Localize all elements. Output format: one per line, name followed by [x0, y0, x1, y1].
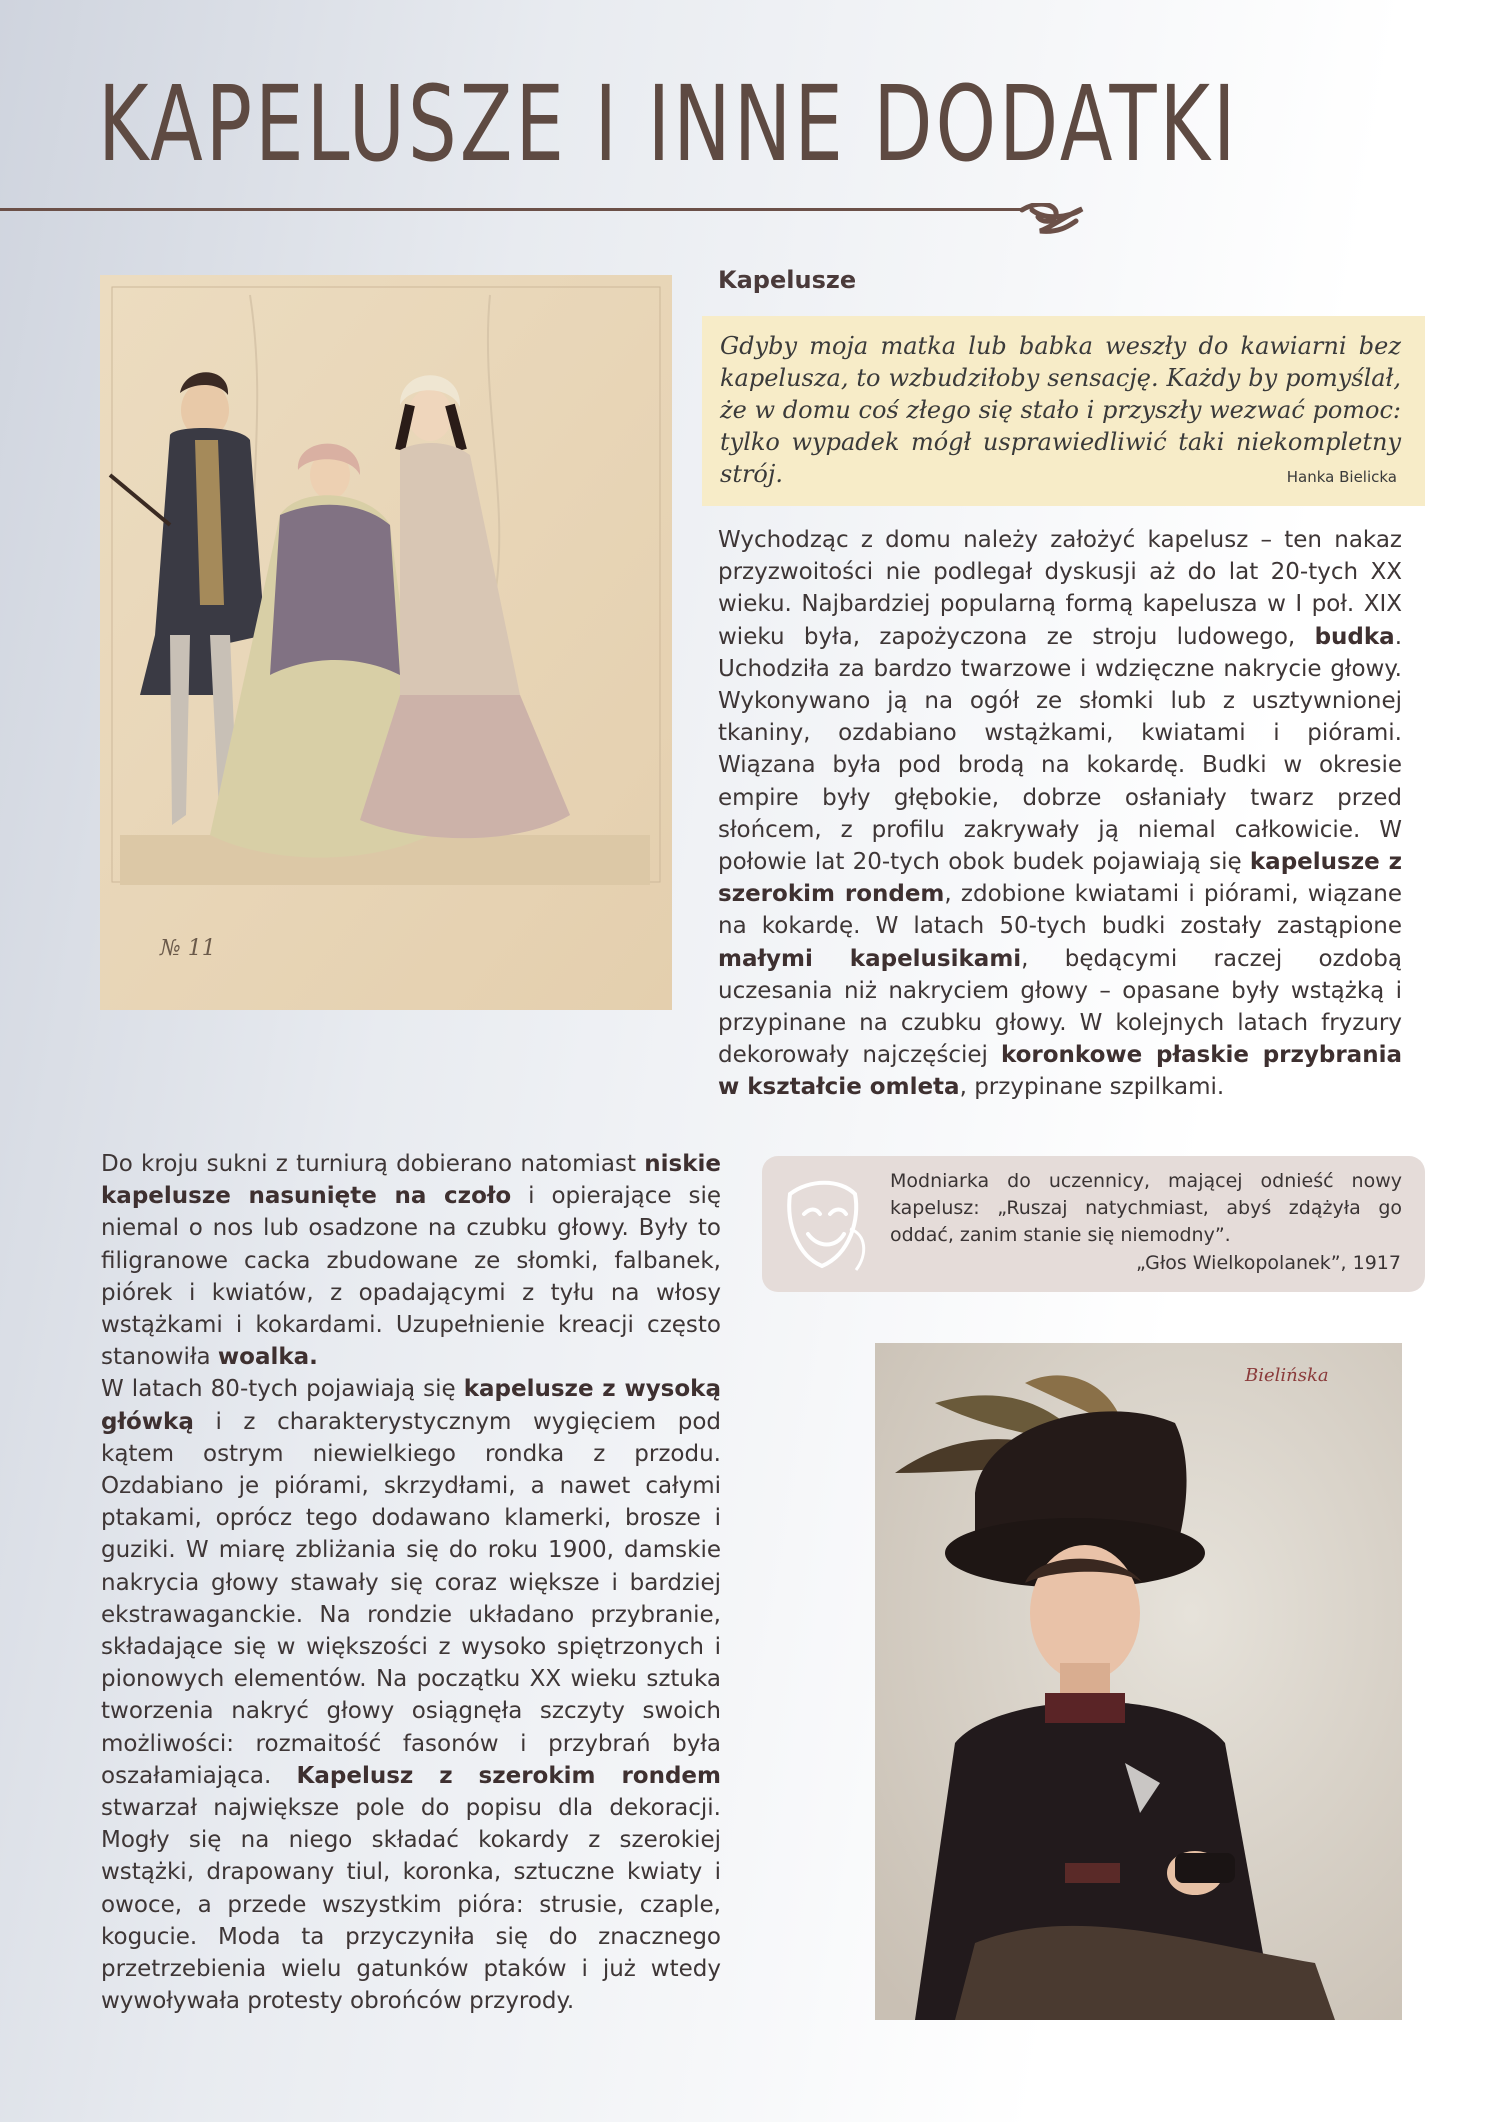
painting-signature: Bielińska [1245, 1365, 1329, 1386]
section-heading: Kapelusze [718, 266, 857, 294]
quote-box-top [702, 316, 1425, 506]
text-run: W latach 80-tych pojawiają się [101, 1376, 464, 1403]
bold-term: Kapelusz z szerokim rondem [296, 1762, 721, 1789]
page-title: KAPELUSZE I INNE DODATKI [98, 63, 1239, 185]
quote-author: Hanka Bielicka [1286, 468, 1397, 486]
theater-mask-icon [780, 1174, 870, 1274]
quote-text: Gdyby moja matka lub babka weszły do kawiarni bez kapelusza, to wzbudziłoby sensację. Każdy by pomyślał, że w domu coś złego się stało i przyszły wezwać pomoc: tylko wypadek mógł usprawiedliwić taki niekompletny strój. [720, 332, 1401, 488]
text-run: , przypinane szpilkami. [959, 1074, 1225, 1101]
text-run: , będącymi raczej ozdobą uczesania niż nakryciem głowy – opasane były wstążką i przypinane na czubku głowy. W kolejnych latach fryzury dekorowały najczęściej [718, 945, 1402, 1069]
text-run: Do kroju sukni z turniurą dobierano natomiast [101, 1151, 645, 1177]
body-text-right [718, 524, 1402, 1104]
text-run: . Uchodziła za bardzo twarzowe i wdzięczne nakrycie głowy. Wykonywano ją na ogół ze słomki lub z usztywnionej tkaniny, ozdabiano wstążkami, kwiatami i piórami. Wiązana była pod brodą na kokardę. Budki w okresie empire były głębokie, dobrze osłaniały twarz przed słońcem, z profilu zakrywały ją niemal całkowicie. W połowie lat 20-tych obok budek pojawiają się [718, 623, 1402, 876]
quote2-text: Modniarka do uczennicy, mającej odnieść nowy kapelusz: „Ruszaj natychmiast, abyś zdążyła go oddać, zanim stanie się niemodny”. [890, 1170, 1402, 1246]
quote-box-bottom [762, 1156, 1425, 1292]
bold-term: budka [1314, 623, 1395, 650]
bold-term: kapelusze z wysoką główką [101, 1376, 721, 1435]
portrait-painting-image [875, 1343, 1402, 2020]
body-text-left [101, 1148, 721, 2017]
bold-term: koronkowe płaskie przybrania w kształcie omleta [718, 1042, 1402, 1101]
bold-term: małymi kapelusikami [718, 945, 1022, 972]
bold-term: kapelusze z szerokim rondem [718, 849, 1402, 908]
plate-caption: № 11 [160, 936, 216, 961]
fashion-plate-image [100, 275, 672, 1010]
text-run: Wychodząc z domu należy założyć kapelusz – ten nakaz przyzwoitości nie podlegał dyskusji aż do lat 20-tych XX wieku. Najbardziej popularną formą kapelusza w I poł. XIX wieku była, zapożyczona ze stroju ludowego, [718, 527, 1402, 650]
text-run: , zdobione kwiatami i piórami, wiązane na kokardę. W latach 50-tych budki zostały zastąpione [718, 881, 1402, 940]
text-run: i opierające się niemal o nos lub osadzone na czubku głowy. Były to filigranowe cacka zbudowane ze słomki, falbanek, piórek i kwiatów, z opadającymi z tyłu na włosy wstążkami i kokardami. Uzupełnienie kreacji często stanowiła [101, 1183, 721, 1371]
text-run: stwarzał największe pole do popisu dla dekoracji. Mogły się na niego składać kokardy z szerokiej wstążki, drapowany tiul, koronka, sztuczne kwiaty i owoce, a przede wszystkim pióra: strusie, czaple, kogucie. Moda ta przyczyniła się do znacznego przetrzebienia wielu gatunków ptaków i już wtedy wywoływała protesty obrońców przyrody. [101, 1795, 721, 2015]
bold-term: niskie kapelusze nasunięte na czoło [101, 1151, 721, 1210]
quote2-source: „Głos Wielkopolanek”, 1917 [1135, 1252, 1401, 1274]
title-underline-ornament [0, 203, 1085, 235]
text-run: i z charakterystycznym wygięciem pod kątem ostrym niewielkiego rondka z przodu. Ozdabiano je piórami, skrzydłami, a nawet całymi ptakami, oprócz tego dodawano klamerki, brosze i guziki. W miarę zbliżania się do roku 1900, damskie nakrycia głowy stawały się coraz większe i bardziej ekstrawaganckie. Na rondzie układano przybranie, składające się w większości z wysoko spiętrzonych i pionowych elementów. Na początku XX wieku sztuka tworzenia nakryć głowy osiągnęła szczyty swoich możliwości: rozmaitość fasonów i przybrań była oszałamiająca. [101, 1408, 721, 1789]
bold-term: woalka. [217, 1344, 318, 1371]
